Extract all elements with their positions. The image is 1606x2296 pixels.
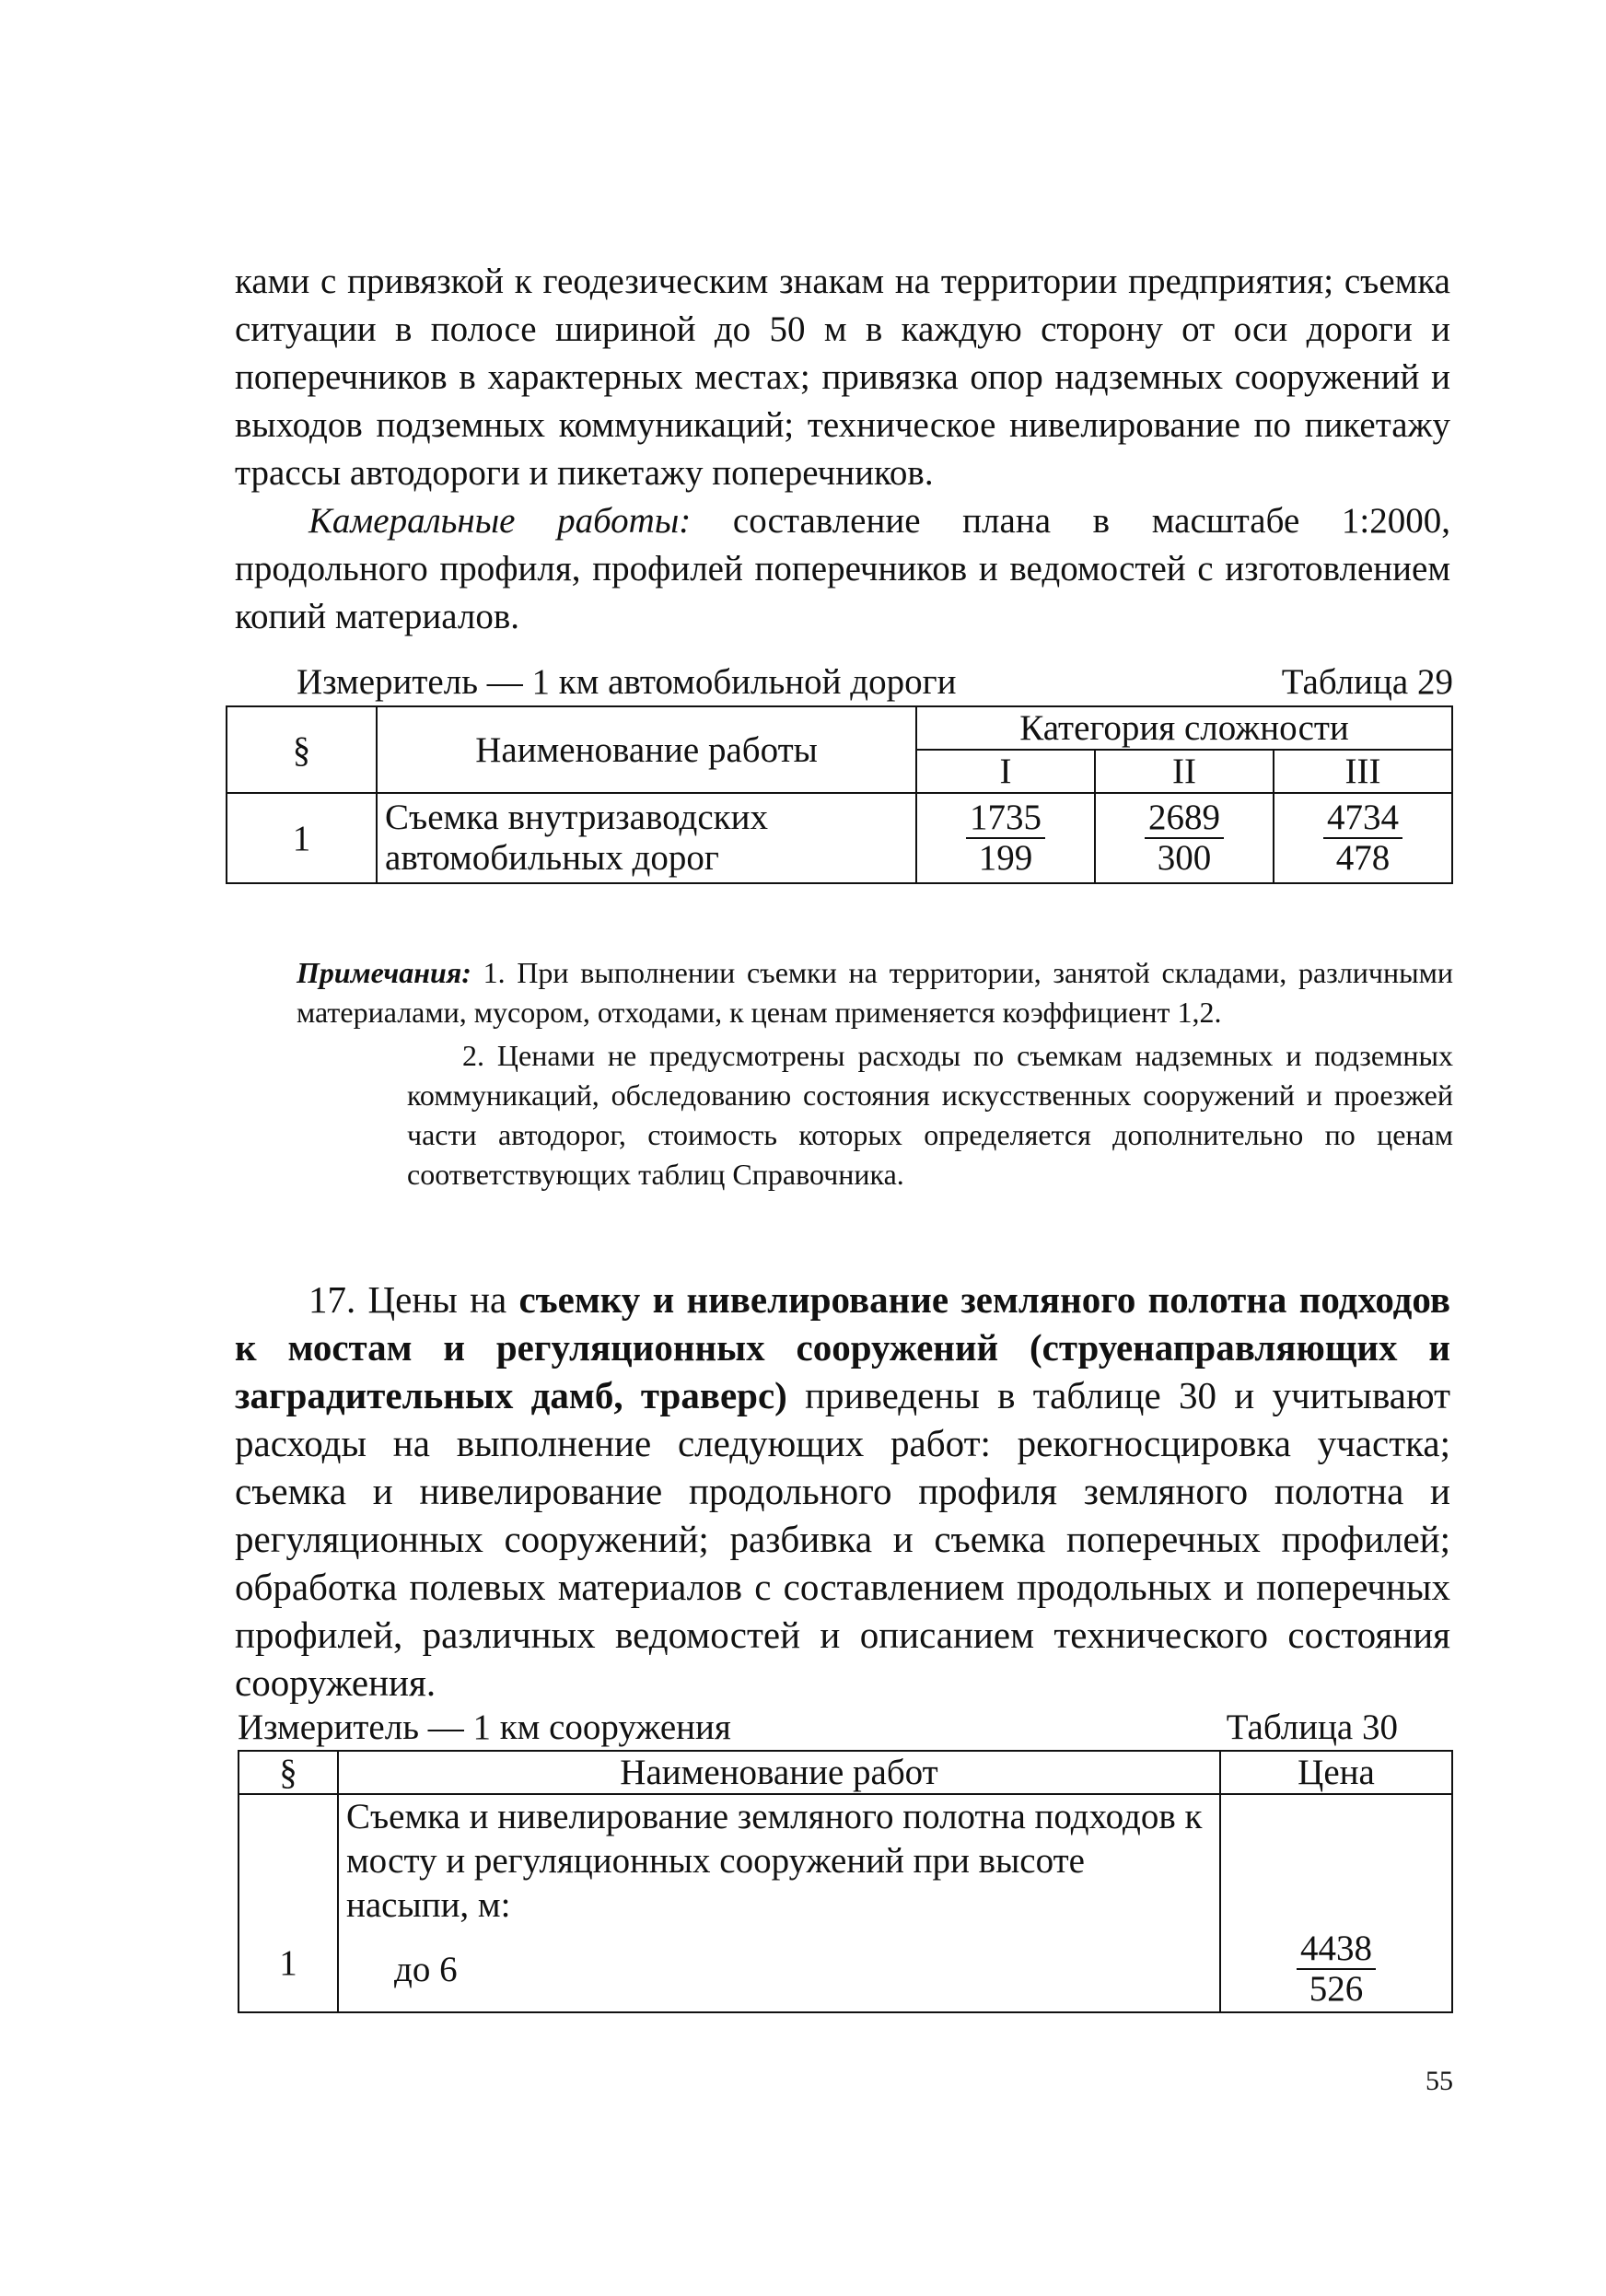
table29 — [226, 705, 1453, 884]
section17-paragraph — [235, 1276, 1450, 1707]
table30-measure: Измеритель — 1 км сооружения — [238, 1707, 731, 1747]
table29-cat-2: II — [1095, 750, 1274, 793]
table29-price-3 — [1274, 793, 1452, 883]
intro-text: ками с привязкой к геодезическим знакам на территории предприятия; съемка ситуации в полосе шириной до 50 м в каждую сторону от оси дороги и поперечников в характерных местах; привязка опор надземных сооружений и выходов подземных коммуникаций; техническое нивелирование по пикетажу трассы автодороги и пикетажу поперечников. — [235, 262, 1450, 493]
table30-col-price: Цена — [1220, 1751, 1452, 1794]
table30-row-name: до 6 — [338, 1928, 1220, 2012]
table29-caption — [297, 661, 1453, 704]
table29-measure: Измеритель — 1 км автомобильной дороги — [297, 662, 957, 702]
table29-col-group: Категория сложности — [916, 706, 1452, 750]
table-row — [239, 1794, 1452, 1928]
price-numerator: 4438 — [1297, 1929, 1376, 1970]
table29-col-section: § — [227, 706, 377, 793]
intro-paragraph — [235, 258, 1450, 497]
office-work-text: составление плана в масштабе 1:2000, продольного профиля, профилей поперечников и ведомостей с изготовлением копий материалов. — [235, 501, 1450, 636]
page-number: 55 — [1426, 2066, 1453, 2096]
price-denominator: 526 — [1309, 1969, 1364, 2009]
table29-cat-1: I — [916, 750, 1095, 793]
table-row — [227, 793, 1452, 883]
price-numerator: 4734 — [1323, 798, 1402, 839]
table29-col-name: Наименование работы — [377, 706, 916, 793]
table30-number: Таблица 30 — [1226, 1707, 1398, 1747]
notes-block — [297, 953, 1453, 1195]
table29-row-section: 1 — [227, 793, 377, 883]
section17-pre: Цены на — [367, 1278, 507, 1321]
table30 — [238, 1750, 1453, 2013]
table30-header-row: Съемка и нивелирование земляного полотна подходов к мосту и регуляционных сооружений при высоте насыпи, м: — [338, 1794, 1220, 1928]
table29-price-1 — [916, 793, 1095, 883]
table30-caption — [238, 1707, 1398, 1749]
note-2-text: 2. Ценами не предусмотрены расходы по съемкам надземных и подземных коммуникаций, обследованию состояния искусственных сооружений и проезжей части автодорог, стоимость которых определяется дополнительно по ценам соответствующих таблиц Справочника. — [407, 1039, 1453, 1191]
table29-price-2 — [1095, 793, 1274, 883]
table30-col-section: § — [239, 1751, 338, 1794]
price-denominator: 300 — [1157, 837, 1212, 878]
table30-row-section: 1 — [239, 1794, 338, 2012]
note-1-text: 1. При выполнении съемки на территории, занятой складами, различными материалами, мусором, отходами, к ценам применяется коэффициент 1,2. — [297, 956, 1454, 1029]
price-numerator: 2689 — [1145, 798, 1224, 839]
price-denominator: 199 — [978, 837, 1033, 878]
note-1 — [297, 953, 1453, 1032]
notes-label: Примечания: — [297, 956, 471, 989]
table29-number: Таблица 29 — [1281, 662, 1453, 702]
table30-price — [1220, 1794, 1452, 2012]
price-denominator: 478 — [1335, 837, 1391, 878]
section17-number: 17. — [308, 1278, 356, 1321]
office-work-paragraph — [235, 497, 1450, 641]
table29-cat-3: III — [1274, 750, 1452, 793]
table30-col-name: Наименование работ — [338, 1751, 1220, 1794]
note-2 — [297, 1036, 1453, 1195]
table29-row-name: Съемка внутризаводских автомобильных дорог — [377, 793, 916, 883]
price-numerator: 1735 — [966, 798, 1045, 839]
section17-bold: съемку и нивелирование земляного полотна подходов к мостам и регуляционных сооружений (струенаправляющих и заградительных дамб, траверс) — [235, 1278, 1450, 1416]
office-work-label: Камеральные работы: — [308, 501, 692, 541]
section17-post: приведены в таблице 30 и учитывают расходы на выполнение следующих работ: рекогносцировка участка; съемка и нивелирование продольного профиля земляного полотна и регуляционных сооружений; разбивка и съемка поперечных профилей; обработка полевых материалов с составлением продольных и поперечных профилей, различных ведомостей и описанием технического состояния сооружения. — [235, 1374, 1450, 1704]
